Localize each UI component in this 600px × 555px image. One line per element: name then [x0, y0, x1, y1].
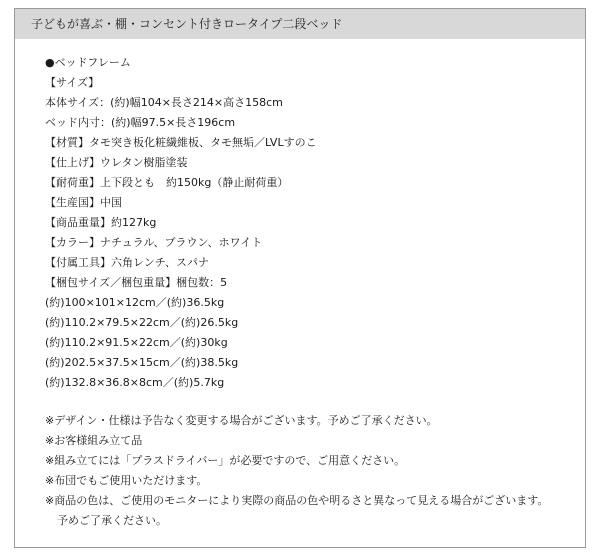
note-monitor-color-cont: 予めご了承ください。	[57, 514, 167, 527]
spec-item-package-4: (約)202.5×37.5×15cm／(約)38.5kg	[45, 356, 239, 369]
spec-item-package-5: (約)132.8×36.8×8cm／(約)5.7kg	[45, 376, 225, 389]
spec-item-size-heading: 【サイズ】	[45, 76, 100, 89]
spec-item-colors: 【カラー】ナチュラル、ブラウン、ホワイト	[45, 236, 263, 249]
title-bar	[15, 9, 585, 39]
note-screwdriver: ※組み立てには「プラスドライバー」が必要ですので、ご用意ください。	[45, 454, 406, 467]
spec-item-material: 【材質】タモ突き板化粧繊維板、タモ無垢／LVLすのこ	[45, 136, 317, 149]
spec-item-inner-size: ベッド内寸：(約)幅97.5×長さ196cm	[45, 116, 236, 129]
spec-item-frame-heading: ●ベッドフレーム	[45, 56, 131, 69]
notes-list	[45, 411, 548, 531]
spec-item-body-size: 本体サイズ：(約)幅104×長さ214×高さ158cm	[45, 96, 283, 109]
page-title: 子どもが喜ぶ・棚・コンセント付きロータイプ二段ベッド	[31, 17, 343, 31]
spec-item-package-2: (約)110.2×79.5×22cm／(約)26.5kg	[45, 316, 239, 329]
spec-item-tools: 【付属工具】六角レンチ、スパナ	[45, 256, 209, 269]
spec-item-package-heading: 【梱包サイズ／梱包重量】梱包数：5	[45, 276, 228, 289]
spec-item-origin: 【生産国】中国	[45, 196, 122, 209]
spec-item-package-1: (約)100×101×12cm／(約)36.5kg	[45, 296, 225, 309]
note-futon: ※布団でもご使用いただけます。	[45, 474, 208, 487]
spec-panel	[14, 8, 586, 548]
note-design-change: ※デザイン・仕様は予告なく変更する場合がございます。予めご了承ください。	[45, 414, 438, 427]
spec-item-load-capacity: 【耐荷重】上下段とも 約150kg（静止耐荷重）	[45, 176, 289, 189]
spec-item-finish: 【仕上げ】ウレタン樹脂塗装	[45, 156, 188, 169]
note-monitor-color: ※商品の色は、ご使用のモニターにより実際の商品の色や明るさと異なって見える場合がございます。	[45, 494, 549, 507]
spec-item-weight: 【商品重量】約127kg	[45, 216, 157, 229]
note-assembly: ※お客様組み立て品	[45, 434, 143, 447]
spec-item-package-3: (約)110.2×91.5×22cm／(約)30kg	[45, 336, 228, 349]
spec-list	[45, 53, 317, 393]
